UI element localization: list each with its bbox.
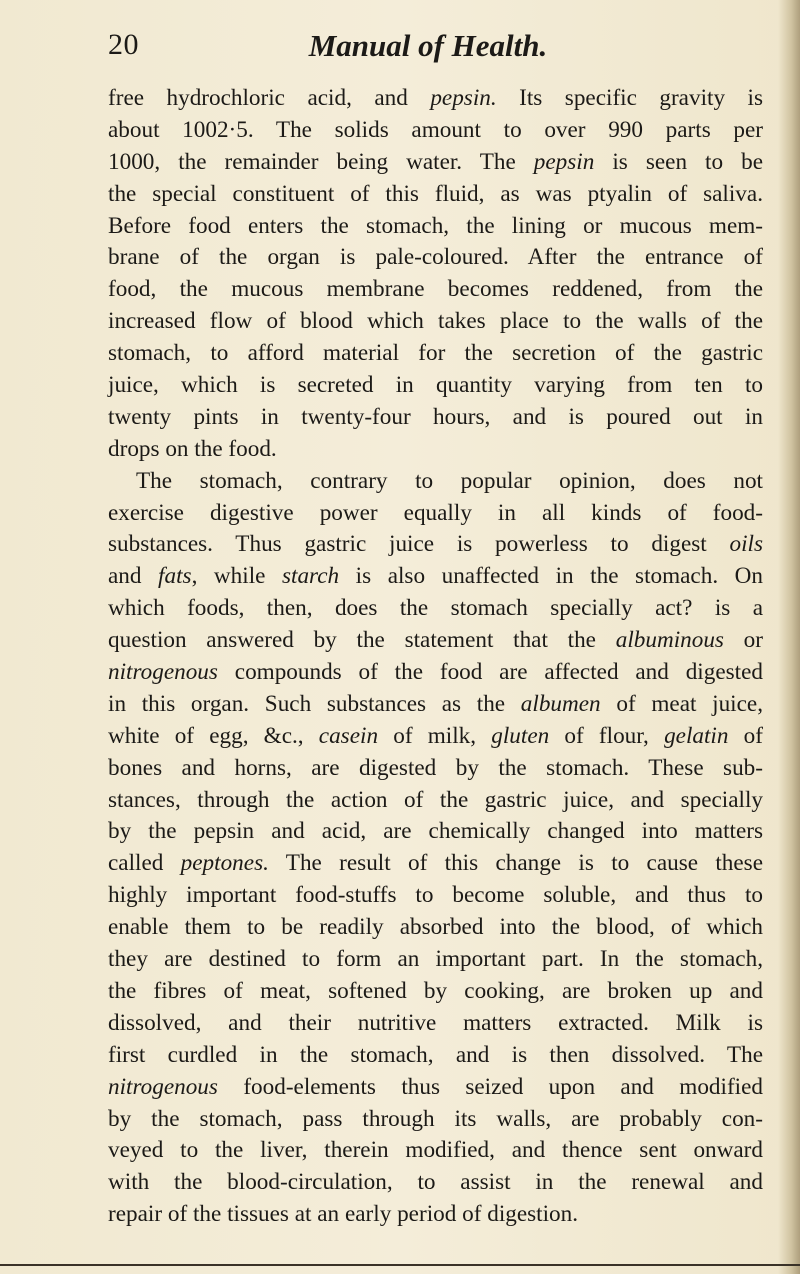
text-line [108, 306, 763, 338]
text-line [108, 1199, 763, 1231]
text-line [108, 785, 763, 817]
running-title: Manual of Health. [308, 28, 548, 63]
text-run: repair of the tissues at an early period of digestion. [108, 1201, 579, 1228]
text-line [108, 753, 763, 785]
text-run: about 1002·5. The solids amount to over 990 parts per [108, 116, 763, 143]
text-run: stomach, to afford material for the secretion of the gastric [108, 340, 763, 367]
text-run: with the blood-circulation, to assist in the renewal and [108, 1169, 763, 1196]
text-line [108, 944, 763, 976]
text-line [108, 370, 763, 402]
text-line [108, 338, 763, 370]
text-run: The stomach, contrary to popular opinion, does not [136, 467, 763, 494]
text-line [108, 689, 763, 721]
text-line [108, 593, 763, 625]
text-line [108, 721, 763, 753]
text-run: is seen to be [594, 148, 764, 175]
text-line [108, 1135, 763, 1167]
text-line [108, 83, 763, 115]
text-run: nitrogenous [108, 659, 218, 686]
text-line [108, 1072, 763, 1104]
text-run: or [723, 627, 763, 654]
text-run: by the pepsin and acid, are chemically changed into matters [108, 818, 763, 845]
text-run: The result of this change is to cause these [268, 850, 763, 877]
text-line [108, 274, 763, 306]
text-run: food, the mucous membrane becomes reddened, from the [108, 276, 763, 303]
text-run: oils [729, 531, 763, 558]
text-run: which foods, then, does the stomach specially act? is a [108, 595, 763, 622]
text-run: compounds of the food are affected and digested [217, 659, 763, 686]
text-run: juice, which is secreted in quantity varying from ten to [108, 372, 763, 399]
text-run: in this organ. Such substances as the [108, 690, 521, 717]
text-line [108, 848, 763, 880]
text-run: free hydrochloric acid, and [108, 85, 431, 111]
bottom-rule [0, 1264, 800, 1266]
text-run: Before food enters the stomach, the lining or mucous mem- [108, 212, 763, 239]
text-run: Its specific gravity is [496, 85, 763, 111]
text-run: fats [158, 563, 192, 590]
text-run: 1000, the remainder being water. The [108, 148, 534, 175]
text-line [108, 115, 763, 147]
text-line [108, 529, 763, 561]
text-run: starch [282, 563, 340, 590]
text-run: is also unaffected in the stomach. On [339, 563, 764, 590]
text-line [108, 498, 763, 530]
text-run: they are destined to form an important part. In the stomach, [108, 946, 763, 973]
text-run: first curdled in the stomach, and is then dissolved. The [108, 1041, 763, 1068]
text-line [108, 816, 763, 848]
text-run: increased flow of blood which takes place to the walls of the [108, 308, 763, 335]
text-run: gelatin [664, 722, 729, 749]
text-line [108, 147, 763, 179]
text-run: dissolved, and their nutritive matters extracted. Milk is [108, 1009, 763, 1036]
text-line [108, 211, 763, 243]
text-run: albuminous [615, 627, 724, 654]
text-run: drops on the food. [108, 435, 277, 462]
text-run: twenty pints in twenty-four hours, and is poured out in [108, 403, 763, 430]
text-run: substances. Thus gastric juice is powerless to digest [108, 531, 730, 558]
text-line [108, 179, 763, 211]
text-line [108, 466, 763, 498]
text-run: food-elements thus seized upon and modified [217, 1073, 763, 1100]
text-run: highly important food-stuffs to become soluble, and thus to [108, 882, 763, 909]
text-run: the special constituent of this fluid, as was ptyalin of saliva. [108, 180, 763, 207]
page-header [108, 28, 748, 68]
text-run: peptones. [180, 850, 269, 877]
text-run: white of egg, &c., [108, 722, 319, 749]
page-number: 20 [108, 28, 139, 61]
body-text [108, 83, 763, 1231]
text-line [108, 402, 763, 434]
text-run: the fibres of meat, softened by cooking, are broken up and [108, 977, 763, 1004]
text-run: stances, through the action of the gastric juice, and specially [108, 786, 763, 813]
text-line [108, 912, 763, 944]
text-line [108, 657, 763, 689]
text-run: of flour, [549, 722, 665, 749]
text-line [108, 976, 763, 1008]
text-line [108, 1104, 763, 1136]
text-run: of meat juice, [600, 690, 763, 717]
text-run: brane of the organ is pale-coloured. After the entrance of [108, 244, 763, 271]
text-run: pepsin. [430, 85, 497, 111]
text-line [108, 1040, 763, 1072]
text-run: nitrogenous [108, 1073, 218, 1100]
text-run: of [728, 722, 763, 749]
text-run: enable them to be readily absorbed into the blood, of which [108, 914, 763, 941]
text-line [108, 880, 763, 912]
text-run: called [108, 850, 181, 877]
text-line [108, 434, 763, 466]
text-run: question answered by the statement that the [108, 627, 616, 654]
text-line [108, 561, 763, 593]
text-run: albumen [520, 690, 601, 717]
text-run: , while [191, 563, 282, 590]
text-run: casein [318, 722, 379, 749]
text-line [108, 1008, 763, 1040]
text-line [108, 242, 763, 274]
text-line [108, 625, 763, 657]
text-run: exercise digestive power equally in all kinds of food- [108, 499, 763, 526]
text-run: gluten [491, 722, 550, 749]
text-run: bones and horns, are digested by the stomach. These sub- [108, 754, 763, 781]
text-run: pepsin [533, 148, 595, 175]
text-run: of milk, [378, 722, 492, 749]
text-line [108, 1167, 763, 1199]
text-run: veyed to the liver, therein modified, and thence sent onward [108, 1137, 763, 1164]
text-run: and [108, 563, 159, 590]
text-run: by the stomach, pass through its walls, are probably con- [108, 1105, 763, 1132]
page-edge-shadow [778, 0, 800, 1274]
